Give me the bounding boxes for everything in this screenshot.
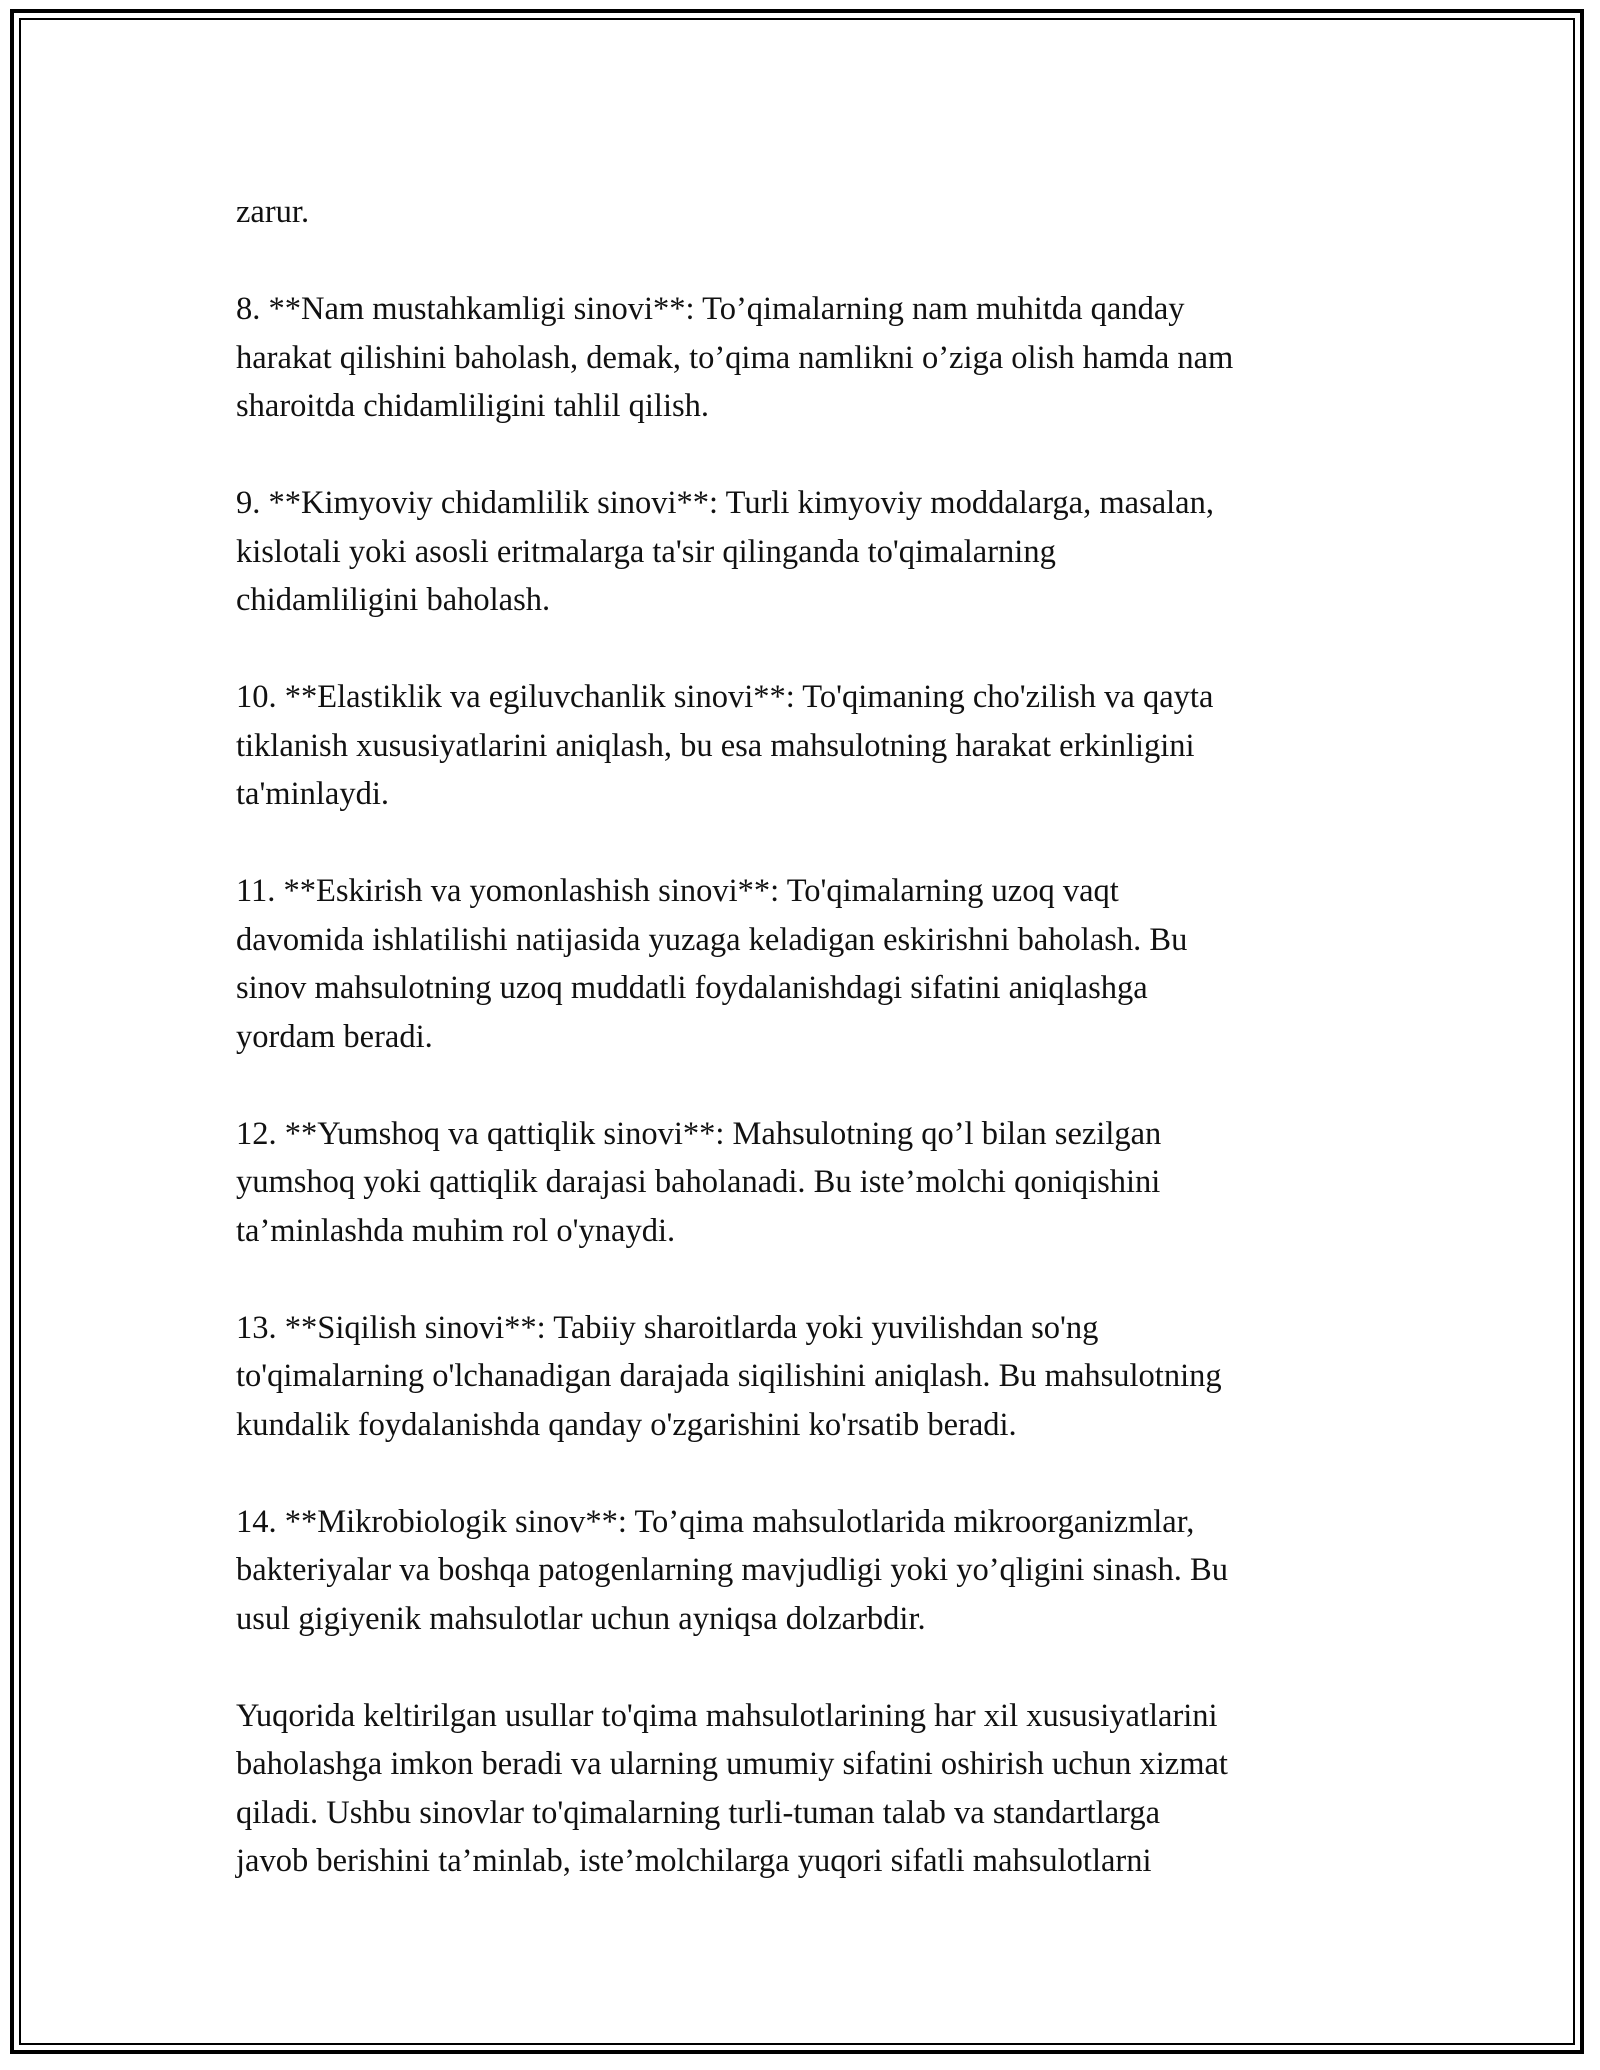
paragraph-item-14: 14. **Mikrobiologik sinov**: To’qima mahsulotlarida mikroorganizmlar, bakteriyalar va boshqa patogenlarning mavjudligi yoki yo’qligini sinash. Bu usul gigiyenik mahsulotlar uchun ayniqsa dolzarbdir.	[236, 1503, 1228, 1637]
paragraph-conclusion: Yuqorida keltirilgan usullar to'qima mahsulotlarining har xil xususiyatlarini baholashga imkon beradi va ularning umumiy sifatini oshirish uchun xizmat qiladi. Ushbu sinovlar to'qimalarning turli-tuman talab va standartlarga javob berishini ta’minlab, iste’molchilarga yuqori sifatli mahsulotlarni	[236, 1697, 1228, 1879]
paragraph-item-8: 8. **Nam mustahkamligi sinovi**: To’qimalarning nam muhitda qanday harakat qilishini baholash, demak, to’qima namlikni o’ziga olish hamda nam sharoitda chidamliligini tahlil qilish.	[236, 291, 1234, 424]
paragraph-item-13: 13. **Siqilish sinovi**: Tabiiy sharoitlarda yoki yuvilishdan so'ng to'qimalarning o'lchanadigan darajada siqilishini aniqlash. Bu mahsulotning kundalik foydalanishda qanday o'zgarishini ko'rsatib beradi.	[236, 1309, 1222, 1443]
paragraph-continuation: zarur.	[236, 194, 310, 230]
document-body	[236, 188, 1386, 1886]
paragraph-item-11: 11. **Eskirish va yomonlashish sinovi**: To'qimalarning uzoq vaqt davomida ishlatilishi natijasida yuzaga keladigan eskirishni baholash. Bu sinov mahsulotning uzoq muddatli foydalanishdagi sifatini aniqlashga yordam beradi.	[236, 873, 1188, 1055]
paragraph-item-9: 9. **Kimyoviy chidamlilik sinovi**: Turli kimyoviy moddalarga, masalan, kislotali yoki asosli eritmalarga ta'sir qilinganda to'qimalarning chidamliligini baholash.	[236, 485, 1214, 618]
paragraph-item-10: 10. **Elastiklik va egiluvchanlik sinovi**: To'qimaning cho'zilish va qayta tiklanish xususiyatlarini aniqlash, bu esa mahsulotning harakat erkinligini ta'minlaydi.	[236, 679, 1214, 812]
paragraph-item-12: 12. **Yumshoq va qattiqlik sinovi**: Mahsulotning qo’l bilan sezilgan yumshoq yoki qattiqlik darajasi baholanadi. Bu iste’molchi qoniqishini ta’minlashda muhim rol o'ynaydi.	[236, 1115, 1162, 1249]
